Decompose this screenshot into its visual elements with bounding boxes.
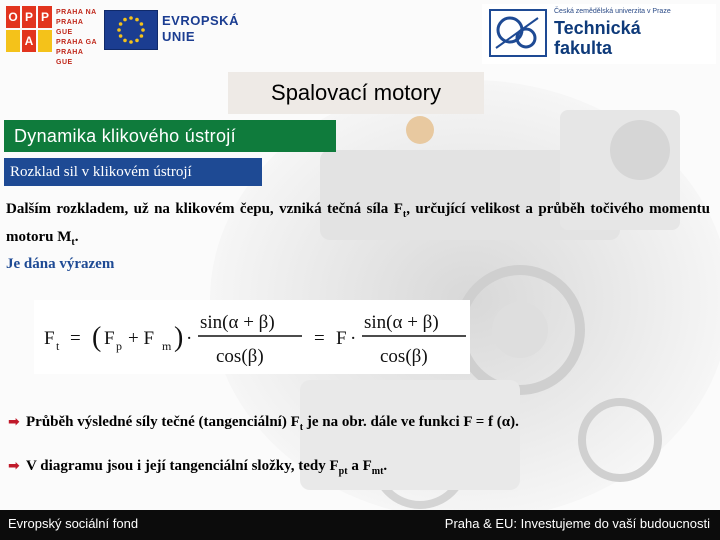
subsection-heading [4, 158, 262, 186]
svg-text:F: F [336, 328, 347, 349]
footer-bar [0, 510, 720, 540]
svg-text:+ F: + F [128, 328, 155, 349]
svg-text:=: = [70, 328, 81, 349]
opp-letter: A [22, 30, 36, 52]
svg-text:m: m [162, 339, 172, 353]
opp-praha-logo [6, 6, 98, 66]
bullet-item: ➡ V diagramu jsou i její tangenciální složky, tedy $F_{pt}$ a $F_{mt}$. [8, 458, 388, 477]
svg-text:·: · [350, 328, 357, 349]
formula-numerator-2: sin(α + β) [364, 312, 439, 333]
faculty-emblem-icon [488, 8, 548, 58]
university-name: Česká zemědělská univerzita v Praze [554, 8, 671, 15]
arrow-bullet-icon: ➡ [8, 414, 20, 430]
formula-ft: F [44, 328, 55, 349]
formula-intro-text: Je dána výrazem [6, 256, 115, 272]
eu-flag-icon [104, 10, 158, 50]
subsection-heading-text: Rozklad sil v klikovém ústrojí [10, 163, 192, 180]
slide-title [228, 72, 484, 114]
opp-square [6, 30, 20, 52]
bullet-item: ➡ Průběh výsledné síly tečné (tangenciální) $F_t$ je na obr. dále ve funkci F = f (α). [8, 414, 519, 433]
formula-denominator-1: cos(β) [216, 346, 264, 367]
technicka-fakulta-logo [482, 4, 716, 64]
opp-letter: P [22, 6, 36, 28]
section-heading [4, 120, 336, 152]
formula-denominator-2: cos(β) [380, 346, 428, 367]
svg-text:p: p [116, 339, 122, 353]
footer-left-text: Evropský sociální fond [8, 516, 139, 531]
opp-square [38, 30, 52, 52]
formula-close-paren: ) [174, 322, 184, 353]
faculty-name: Technická fakulta [554, 18, 641, 58]
opp-letter: O [6, 6, 20, 28]
section-heading-text: Dynamika klikového ústrojí [14, 125, 236, 146]
svg-text:=: = [314, 328, 325, 349]
svg-text:F: F [104, 328, 115, 349]
opp-letter: P [38, 6, 52, 28]
formula-numerator-1: sin(α + β) [200, 312, 275, 333]
slide-title-text: Spalovací motory [271, 80, 441, 105]
arrow-bullet-icon: ➡ [8, 458, 20, 474]
svg-text:·: · [186, 328, 193, 349]
formula-open-paren: ( [92, 322, 102, 353]
svg-text:t: t [56, 339, 60, 353]
tangential-force-formula [34, 300, 470, 374]
footer-right-text: Praha & EU: Investujeme do vaší budoucnosti [444, 516, 710, 531]
eu-logo-text: EVROPSKÁ UNIE [162, 13, 239, 44]
opp-praha-words: PRAHA NA PRAHA GUE PRAHA GA PRAHA GUE [56, 9, 98, 66]
body-paragraph: Dalším rozkladem, už na klikovém čepu, vzniká tečná síla $F_t$, určující velikost a průběh točivého momentu motoru $M_t$. [6, 201, 710, 248]
